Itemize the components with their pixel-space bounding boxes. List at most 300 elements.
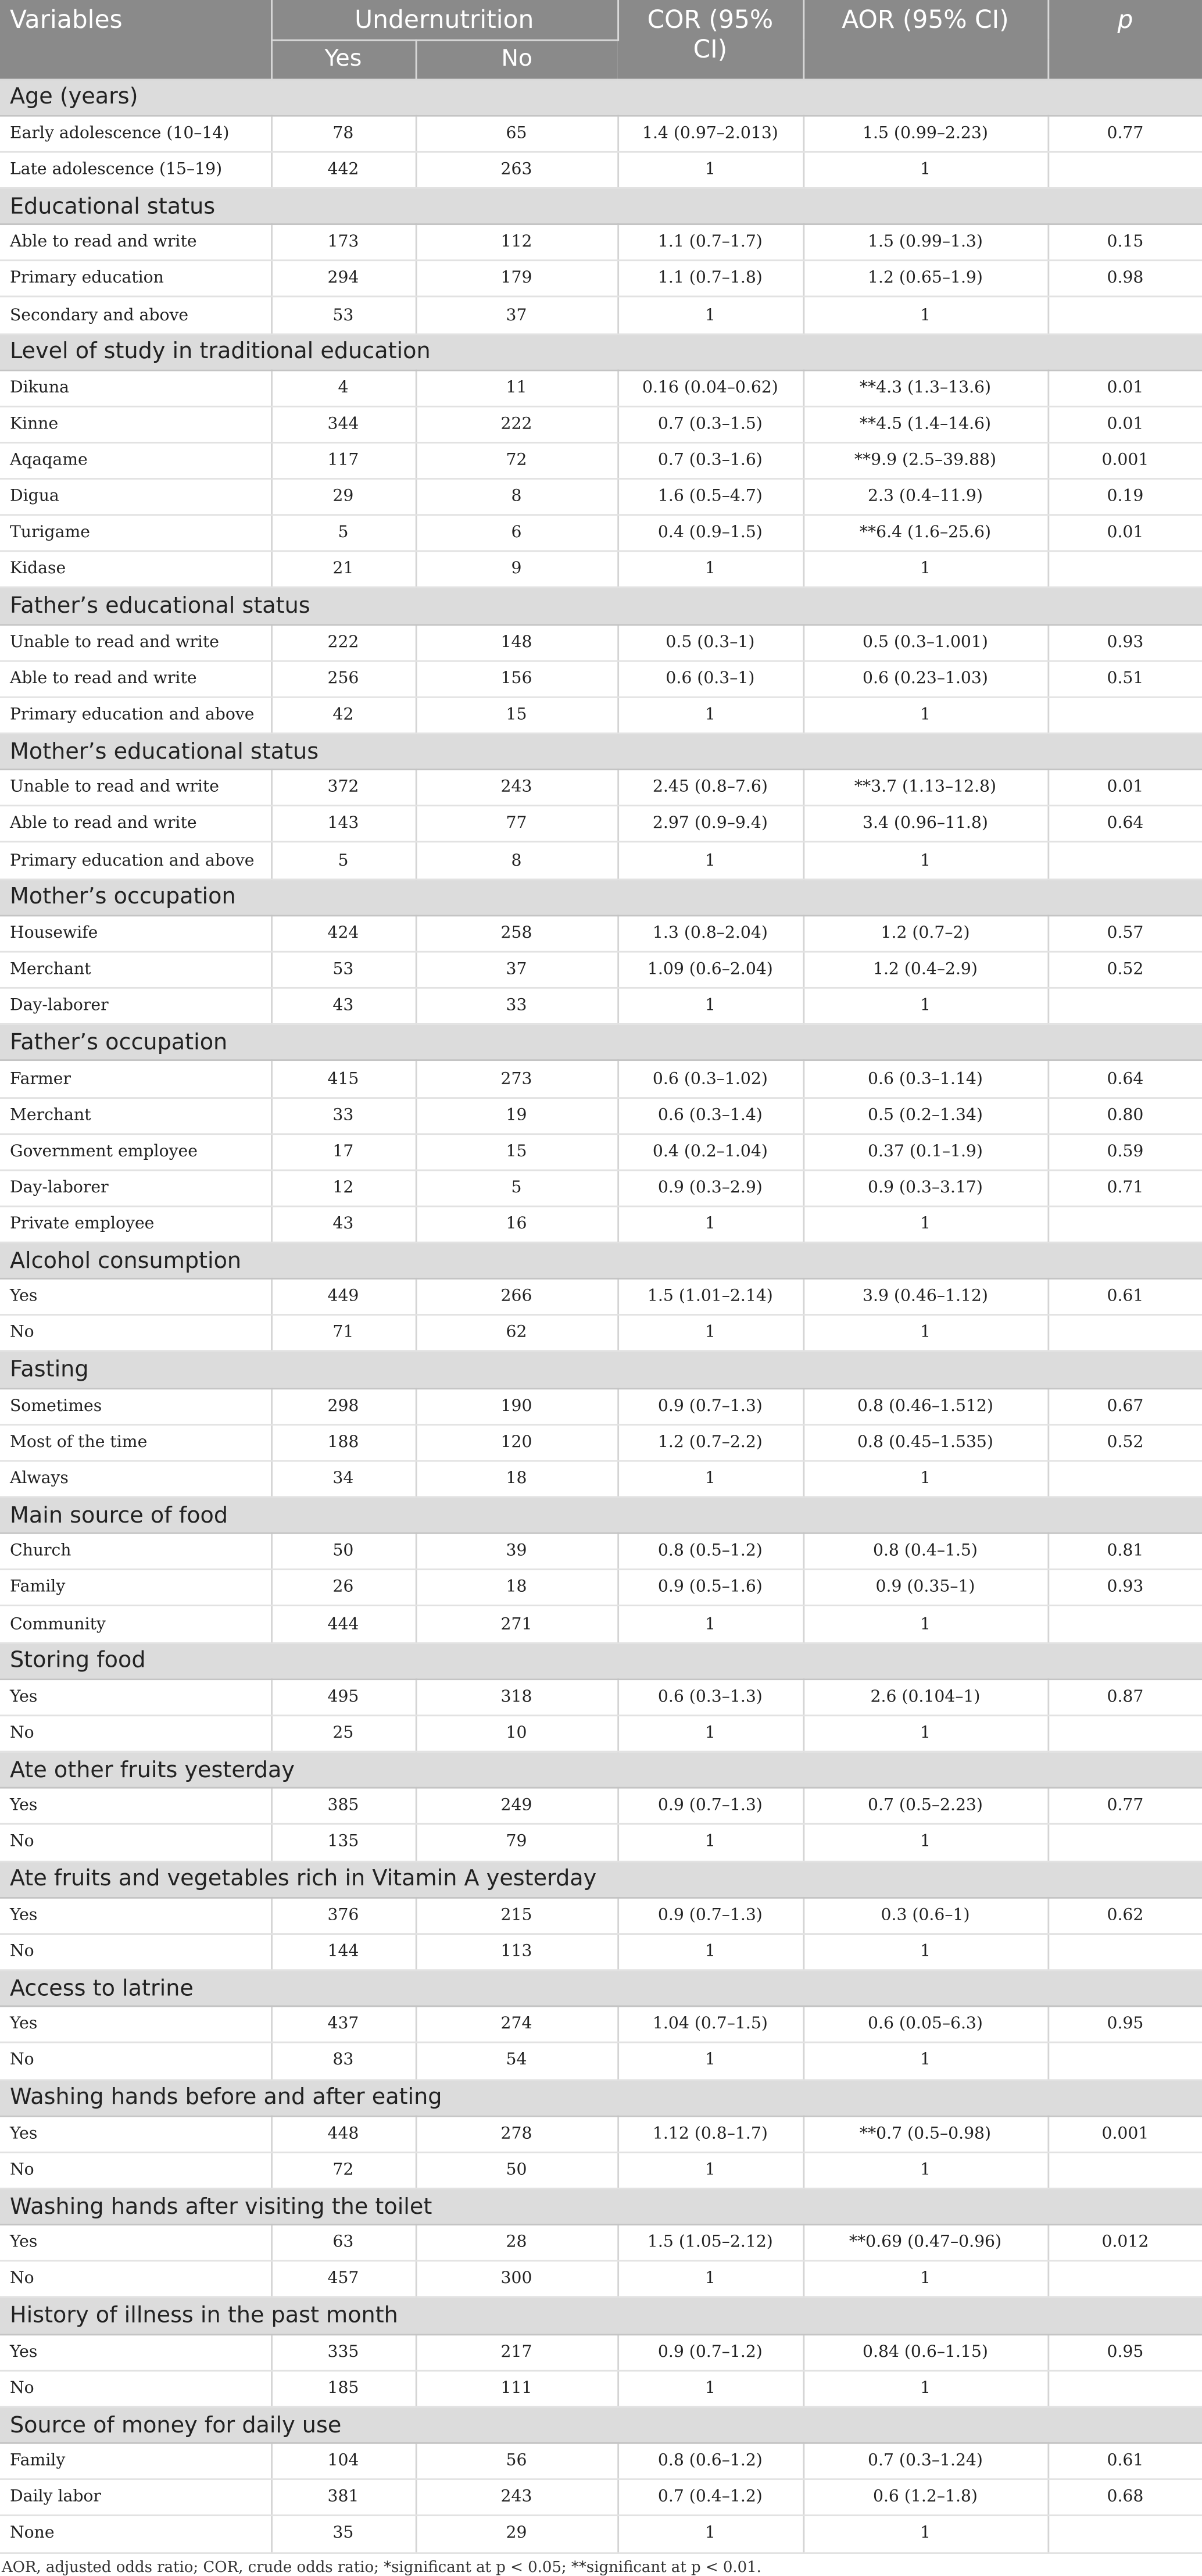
cell-yes: 143 [271, 806, 416, 842]
table-row [0, 1170, 1202, 1206]
table-row [0, 1279, 1202, 1315]
cell-no: 28 [416, 2225, 618, 2261]
cell-cor: 1 [617, 842, 803, 878]
cell-yes: 495 [271, 1679, 416, 1715]
cell-p: 0.77 [1047, 116, 1202, 152]
row-label: Aqaqame [0, 442, 271, 478]
section-header [0, 1642, 1202, 1679]
table-row [0, 2116, 1202, 2152]
cell-aor: 2.6 (0.104–1) [803, 1679, 1048, 1715]
table-row [0, 916, 1202, 952]
cell-aor: 1.2 (0.4–2.9) [803, 952, 1048, 988]
cell-p [1047, 1315, 1202, 1351]
cell-yes: 442 [271, 152, 416, 188]
cell-no: 273 [416, 1061, 618, 1097]
cell-aor: 1 [803, 2043, 1048, 2079]
cell-no: 179 [416, 261, 618, 297]
cell-aor: 0.7 (0.3–1.24) [803, 2443, 1048, 2479]
cell-p [1047, 297, 1202, 333]
cell-cor: 1 [617, 697, 803, 733]
section-title: Fasting [0, 1352, 1202, 1388]
section-header [0, 2080, 1202, 2116]
cell-p [1047, 1461, 1202, 1497]
cell-cor: 1 [617, 297, 803, 333]
section-header [0, 1970, 1202, 2007]
cell-p: 0.012 [1047, 2225, 1202, 2261]
cell-no: 37 [416, 952, 618, 988]
cell-aor: 1 [803, 1606, 1048, 1642]
table-row [0, 224, 1202, 260]
row-label: Daily labor [0, 2479, 271, 2516]
cell-aor: 1 [803, 2371, 1048, 2407]
cell-cor: 1.6 (0.5–4.7) [617, 479, 803, 515]
cell-aor: 1.2 (0.65–1.9) [803, 261, 1048, 297]
table-row [0, 479, 1202, 515]
cell-p: 0.61 [1047, 2443, 1202, 2479]
cell-aor: 0.3 (0.6–1) [803, 1898, 1048, 1934]
section-title: Father’s educational status [0, 588, 1202, 624]
cell-aor: 0.6 (1.2–1.8) [803, 2479, 1048, 2516]
row-label: Yes [0, 2334, 271, 2370]
section-header [0, 1497, 1202, 1534]
cell-no: 10 [416, 1716, 618, 1752]
cell-cor: 0.9 (0.7–1.3) [617, 1898, 803, 1934]
row-label: Kidase [0, 552, 271, 588]
cell-no: 266 [416, 1279, 618, 1315]
section-header [0, 1352, 1202, 1388]
row-label: Day-laborer [0, 1170, 271, 1206]
cell-no: 39 [416, 1534, 618, 1570]
cell-cor: 0.8 (0.5–1.2) [617, 1534, 803, 1570]
table-row [0, 1424, 1202, 1460]
cell-yes: 185 [271, 2371, 416, 2407]
cell-no: 156 [416, 661, 618, 697]
cell-p: 0.62 [1047, 1898, 1202, 1934]
cell-yes: 33 [271, 1097, 416, 1133]
section-title: Mother’s occupation [0, 879, 1202, 916]
cell-yes: 437 [271, 2007, 416, 2043]
cell-p: 0.15 [1047, 224, 1202, 260]
cell-aor: **4.5 (1.4–14.6) [803, 406, 1048, 442]
cell-cor: 0.8 (0.6–1.2) [617, 2443, 803, 2479]
row-label: Yes [0, 1679, 271, 1715]
cell-p [1047, 1206, 1202, 1242]
cell-no: 62 [416, 1315, 618, 1351]
cell-no: 318 [416, 1679, 618, 1715]
cell-yes: 12 [271, 1170, 416, 1206]
row-label: Family [0, 1570, 271, 1606]
cell-no: 111 [416, 2371, 618, 2407]
cell-yes: 222 [271, 624, 416, 660]
table-row [0, 1788, 1202, 1824]
cell-yes: 144 [271, 1934, 416, 1970]
row-label: Able to read and write [0, 224, 271, 260]
cell-aor: 1 [803, 1716, 1048, 1752]
cell-cor: 1 [617, 1825, 803, 1861]
row-label: Primary education [0, 261, 271, 297]
row-label: No [0, 2043, 271, 2079]
cell-no: 258 [416, 916, 618, 952]
cell-cor: 1 [617, 2371, 803, 2407]
row-label: Sometimes [0, 1388, 271, 1424]
cell-aor: 1 [803, 697, 1048, 733]
cell-cor: 1 [617, 2516, 803, 2552]
section-title: Educational status [0, 188, 1202, 224]
cell-cor: 0.4 (0.2–1.04) [617, 1134, 803, 1170]
section-title: Ate other fruits yesterday [0, 1752, 1202, 1788]
cell-p: 0.01 [1047, 370, 1202, 406]
cell-no: 278 [416, 2116, 618, 2152]
cell-yes: 43 [271, 988, 416, 1024]
cell-p: 0.001 [1047, 2116, 1202, 2152]
cell-yes: 26 [271, 1570, 416, 1606]
table-row [0, 1825, 1202, 1861]
table-row [0, 2334, 1202, 2370]
row-label: Yes [0, 1279, 271, 1315]
cell-yes: 83 [271, 2043, 416, 2079]
cell-yes: 188 [271, 1424, 416, 1460]
row-label: Able to read and write [0, 806, 271, 842]
cell-cor: 2.97 (0.9–9.4) [617, 806, 803, 842]
cell-p: 0.81 [1047, 1534, 1202, 1570]
row-label: Yes [0, 2225, 271, 2261]
row-label: Able to read and write [0, 661, 271, 697]
cell-p: 0.57 [1047, 916, 1202, 952]
table-row [0, 2479, 1202, 2516]
cell-no: 6 [416, 515, 618, 551]
cell-no: 18 [416, 1570, 618, 1606]
section-title: Level of study in traditional education [0, 334, 1202, 370]
section-header [0, 1242, 1202, 1279]
section-title: Ate fruits and vegetables rich in Vitamin A yesterday [0, 1861, 1202, 1898]
table-row [0, 842, 1202, 878]
cell-yes: 381 [271, 2479, 416, 2516]
cell-p [1047, 1716, 1202, 1752]
cell-aor: 2.3 (0.4–11.9) [803, 479, 1048, 515]
cell-yes: 298 [271, 1388, 416, 1424]
section-header [0, 2188, 1202, 2225]
section-header [0, 2407, 1202, 2443]
cell-cor: 0.6 (0.3–1.4) [617, 1097, 803, 1133]
cell-aor: 1 [803, 2152, 1048, 2188]
row-label: No [0, 1315, 271, 1351]
cell-aor: 3.9 (0.46–1.12) [803, 1279, 1048, 1315]
row-label: No [0, 2371, 271, 2407]
cell-p: 0.19 [1047, 479, 1202, 515]
cell-no: 19 [416, 1097, 618, 1133]
table-row [0, 2152, 1202, 2188]
table-row [0, 1061, 1202, 1097]
table-row [0, 1898, 1202, 1934]
cell-cor: 1.12 (0.8–1.7) [617, 2116, 803, 2152]
cell-p [1047, 2516, 1202, 2552]
cell-cor: 1 [617, 552, 803, 588]
cell-yes: 335 [271, 2334, 416, 2370]
row-label: Yes [0, 1788, 271, 1824]
header-undernutrition: Undernutrition [271, 0, 617, 40]
row-label: Always [0, 1461, 271, 1497]
row-label: Yes [0, 1898, 271, 1934]
cell-yes: 5 [271, 842, 416, 878]
cell-yes: 43 [271, 1206, 416, 1242]
cell-cor: 1.3 (0.8–2.04) [617, 916, 803, 952]
table-row [0, 1134, 1202, 1170]
cell-p: 0.64 [1047, 806, 1202, 842]
cell-cor: 1 [617, 2261, 803, 2298]
cell-aor: 1 [803, 2516, 1048, 2552]
cell-no: 9 [416, 552, 618, 588]
cell-p [1047, 1934, 1202, 1970]
cell-no: 249 [416, 1788, 618, 1824]
cell-cor: 0.7 (0.3–1.5) [617, 406, 803, 442]
cell-yes: 385 [271, 1788, 416, 1824]
row-label: Kinne [0, 406, 271, 442]
cell-yes: 448 [271, 2116, 416, 2152]
row-label: Primary education and above [0, 842, 271, 878]
cell-yes: 42 [271, 697, 416, 733]
cell-p: 0.01 [1047, 515, 1202, 551]
cell-cor: 0.7 (0.4–1.2) [617, 2479, 803, 2516]
cell-yes: 25 [271, 1716, 416, 1752]
row-label: Late adolescence (15–19) [0, 152, 271, 188]
cell-cor: 1 [617, 2152, 803, 2188]
section-title: Access to latrine [0, 1970, 1202, 2007]
cell-p: 0.001 [1047, 442, 1202, 478]
cell-p: 0.51 [1047, 661, 1202, 697]
section-title: Washing hands after visiting the toilet [0, 2188, 1202, 2225]
cell-cor: 1.5 (1.05–2.12) [617, 2225, 803, 2261]
cell-aor: 1 [803, 988, 1048, 1024]
cell-p [1047, 2043, 1202, 2079]
cell-aor: **4.3 (1.3–13.6) [803, 370, 1048, 406]
header-p: p [1047, 0, 1202, 79]
table-row [0, 297, 1202, 333]
cell-no: 33 [416, 988, 618, 1024]
cell-aor: 0.9 (0.3–3.17) [803, 1170, 1048, 1206]
cell-no: 77 [416, 806, 618, 842]
row-label: No [0, 2261, 271, 2298]
cell-aor: **3.7 (1.13–12.8) [803, 770, 1048, 806]
section-title: Storing food [0, 1642, 1202, 1679]
section-header [0, 733, 1202, 770]
table-row [0, 1461, 1202, 1497]
table-row [0, 116, 1202, 152]
row-label: Private employee [0, 1206, 271, 1242]
cell-yes: 457 [271, 2261, 416, 2298]
row-label: Yes [0, 2007, 271, 2043]
cell-cor: 1 [617, 1206, 803, 1242]
cell-cor: 0.16 (0.04–0.62) [617, 370, 803, 406]
cell-aor: 3.4 (0.96–11.8) [803, 806, 1048, 842]
section-title: Alcohol consumption [0, 1242, 1202, 1279]
cell-no: 16 [416, 1206, 618, 1242]
cell-no: 56 [416, 2443, 618, 2479]
cell-p: 0.95 [1047, 2007, 1202, 2043]
row-label: Yes [0, 2116, 271, 2152]
section-title: Source of money for daily use [0, 2407, 1202, 2443]
table-row [0, 261, 1202, 297]
cell-no: 222 [416, 406, 618, 442]
cell-p: 0.61 [1047, 1279, 1202, 1315]
table-row [0, 1206, 1202, 1242]
cell-no: 79 [416, 1825, 618, 1861]
cell-no: 190 [416, 1388, 618, 1424]
cell-no: 8 [416, 842, 618, 878]
table-row [0, 1097, 1202, 1133]
row-label: Digua [0, 479, 271, 515]
cell-aor: 1 [803, 1461, 1048, 1497]
cell-aor: 1.2 (0.7–2) [803, 916, 1048, 952]
cell-cor: 1.04 (0.7–1.5) [617, 2007, 803, 2043]
cell-p [1047, 988, 1202, 1024]
cell-p: 0.93 [1047, 1570, 1202, 1606]
table-row [0, 661, 1202, 697]
table-row [0, 442, 1202, 478]
cell-yes: 449 [271, 1279, 416, 1315]
cell-p [1047, 842, 1202, 878]
table-row [0, 406, 1202, 442]
cell-no: 5 [416, 1170, 618, 1206]
cell-p: 0.52 [1047, 1424, 1202, 1460]
cell-no: 15 [416, 1134, 618, 1170]
cell-yes: 29 [271, 479, 416, 515]
cell-no: 215 [416, 1898, 618, 1934]
cell-p [1047, 2261, 1202, 2298]
row-label: Primary education and above [0, 697, 271, 733]
header-cor: COR (95% CI) [617, 0, 803, 79]
table-row [0, 2516, 1202, 2552]
cell-yes: 294 [271, 261, 416, 297]
cell-cor: 0.9 (0.3–2.9) [617, 1170, 803, 1206]
cell-aor: **6.4 (1.6–25.6) [803, 515, 1048, 551]
cell-aor: 1.5 (0.99–2.23) [803, 116, 1048, 152]
cell-no: 72 [416, 442, 618, 478]
table-row [0, 952, 1202, 988]
cell-aor: 0.9 (0.35–1) [803, 1570, 1048, 1606]
row-label: Early adolescence (10–14) [0, 116, 271, 152]
cell-p [1047, 2152, 1202, 2188]
row-label: No [0, 1716, 271, 1752]
table-row [0, 1315, 1202, 1351]
cell-aor: 1 [803, 2261, 1048, 2298]
cell-yes: 424 [271, 916, 416, 952]
section-title: Father’s occupation [0, 1024, 1202, 1061]
cell-p: 0.52 [1047, 952, 1202, 988]
cell-p: 0.77 [1047, 1788, 1202, 1824]
header-aor: AOR (95% CI) [803, 0, 1048, 79]
table-row [0, 2371, 1202, 2407]
cell-aor: **0.69 (0.47–0.96) [803, 2225, 1048, 2261]
cell-yes: 256 [271, 661, 416, 697]
cell-cor: 1.4 (0.97–2.013) [617, 116, 803, 152]
cell-aor: 1 [803, 1315, 1048, 1351]
row-label: Unable to read and write [0, 624, 271, 660]
cell-aor: 1 [803, 1934, 1048, 1970]
cell-no: 50 [416, 2152, 618, 2188]
table-row [0, 806, 1202, 842]
cell-cor: 0.5 (0.3–1) [617, 624, 803, 660]
cell-cor: 0.6 (0.3–1.3) [617, 1679, 803, 1715]
cell-p: 0.98 [1047, 261, 1202, 297]
section-header [0, 79, 1202, 116]
cell-aor: 0.6 (0.23–1.03) [803, 661, 1048, 697]
cell-no: 271 [416, 1606, 618, 1642]
cell-no: 112 [416, 224, 618, 260]
row-label: No [0, 2152, 271, 2188]
cell-no: 8 [416, 479, 618, 515]
section-title: History of illness in the past month [0, 2298, 1202, 2334]
section-header [0, 2298, 1202, 2334]
cell-cor: 1 [617, 1606, 803, 1642]
row-label: Government employee [0, 1134, 271, 1170]
table-row [0, 1388, 1202, 1424]
cell-aor: **0.7 (0.5–0.98) [803, 2116, 1048, 2152]
cell-cor: 1.2 (0.7–2.2) [617, 1424, 803, 1460]
table-row [0, 624, 1202, 660]
cell-no: 18 [416, 1461, 618, 1497]
cell-p: 0.67 [1047, 1388, 1202, 1424]
table-row [0, 370, 1202, 406]
cell-yes: 17 [271, 1134, 416, 1170]
cell-aor: 0.5 (0.2–1.34) [803, 1097, 1048, 1133]
row-label: Most of the time [0, 1424, 271, 1460]
cell-cor: 0.6 (0.3–1.02) [617, 1061, 803, 1097]
cell-yes: 117 [271, 442, 416, 478]
cell-yes: 53 [271, 297, 416, 333]
table-body [0, 79, 1202, 2553]
cell-aor: 0.8 (0.4–1.5) [803, 1534, 1048, 1570]
cell-cor: 0.4 (0.9–1.5) [617, 515, 803, 551]
cell-p: 0.71 [1047, 1170, 1202, 1206]
cell-aor: 0.8 (0.45–1.535) [803, 1424, 1048, 1460]
cell-p [1047, 697, 1202, 733]
cell-yes: 53 [271, 952, 416, 988]
table-row [0, 2443, 1202, 2479]
cell-cor: 1.1 (0.7–1.7) [617, 224, 803, 260]
row-label: Church [0, 1534, 271, 1570]
table-row [0, 2225, 1202, 2261]
cell-p: 0.01 [1047, 770, 1202, 806]
cell-p: 0.93 [1047, 624, 1202, 660]
row-label: Turigame [0, 515, 271, 551]
cell-cor: 1 [617, 1461, 803, 1497]
cell-cor: 0.7 (0.3–1.6) [617, 442, 803, 478]
row-label: Housewife [0, 916, 271, 952]
cell-aor: 1 [803, 1206, 1048, 1242]
cell-no: 263 [416, 152, 618, 188]
cell-yes: 34 [271, 1461, 416, 1497]
cell-p: 0.87 [1047, 1679, 1202, 1715]
cell-no: 65 [416, 116, 618, 152]
cell-aor: 0.37 (0.1–1.9) [803, 1134, 1048, 1170]
cell-aor: 1 [803, 842, 1048, 878]
table-row [0, 1534, 1202, 1570]
row-label: Dikuna [0, 370, 271, 406]
cell-cor: 1.1 (0.7–1.8) [617, 261, 803, 297]
cell-no: 120 [416, 1424, 618, 1460]
header-yes: Yes [271, 40, 416, 79]
section-header [0, 1752, 1202, 1788]
cell-aor: 0.8 (0.46–1.512) [803, 1388, 1048, 1424]
cell-aor: 0.5 (0.3–1.001) [803, 624, 1048, 660]
cell-cor: 0.9 (0.5–1.6) [617, 1570, 803, 1606]
row-label: Secondary and above [0, 297, 271, 333]
table-row [0, 770, 1202, 806]
table-row [0, 988, 1202, 1024]
cell-no: 54 [416, 2043, 618, 2079]
cell-cor: 0.9 (0.7–1.3) [617, 1388, 803, 1424]
cell-cor: 1 [617, 1934, 803, 1970]
